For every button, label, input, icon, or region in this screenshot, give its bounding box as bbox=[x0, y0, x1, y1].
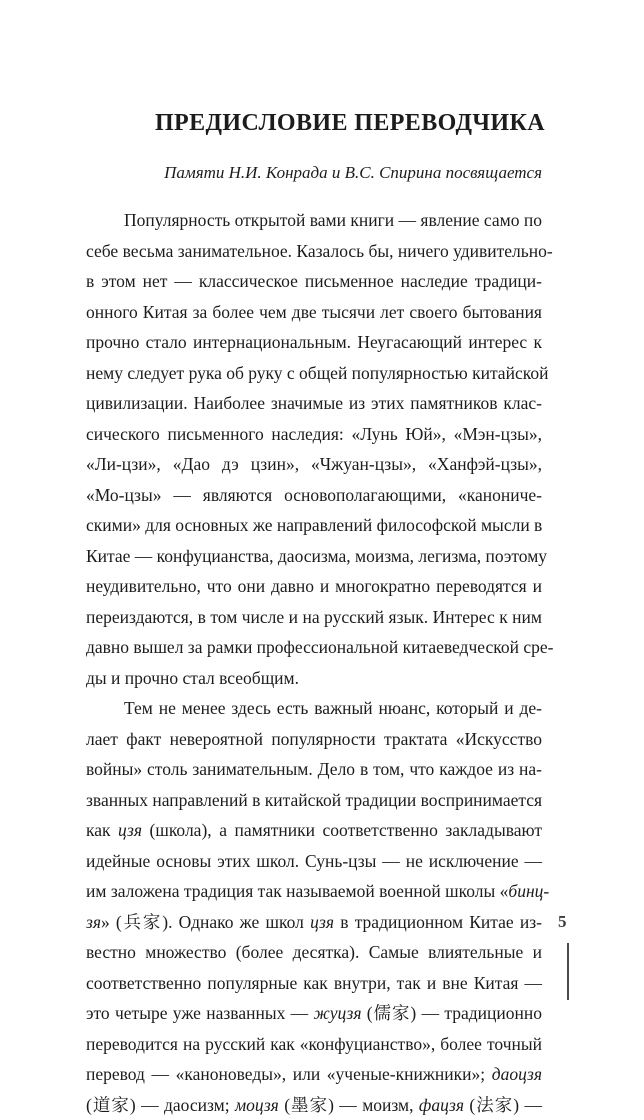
text-line: давно вышел за рамки профессиональной китаеведческой сре- bbox=[86, 632, 542, 663]
page-number: 5 bbox=[558, 912, 567, 932]
text-line: неудивительно, что они давно и многократно переводятся и bbox=[86, 571, 542, 602]
text-line: «Мо-цзы» — являются основополагающими, «канониче- bbox=[86, 480, 542, 511]
text-line: соответственно популярные как внутри, так и вне Китая — bbox=[86, 968, 542, 999]
text-line: в этом нет — классическое письменное наследие традици- bbox=[86, 266, 542, 297]
text-line: перевод — «каноноведы», или «ученые-книжники»; даоцзя bbox=[86, 1059, 542, 1090]
text-line: зя» (兵家). Однако же школ цзя в традиционном Китае из- bbox=[86, 907, 542, 938]
text-line: онного Китая за более чем две тысячи лет своего бытования bbox=[86, 297, 542, 328]
margin-rule bbox=[567, 943, 569, 1000]
text-line: прочно стало интернациональным. Неугасающий интерес к bbox=[86, 327, 542, 358]
text-line: это четыре уже названных — жуцзя (儒家) — традиционно bbox=[86, 998, 542, 1029]
page-title: ПРЕДИСЛОВИЕ ПЕРЕВОДЧИКА bbox=[150, 108, 550, 138]
text-line: лает факт невероятной популярности трактата «Искусство bbox=[86, 724, 542, 755]
text-line: сического письменного наследия: «Лунь Юй», «Мэн-цзы», bbox=[86, 419, 542, 450]
body-text bbox=[86, 205, 542, 1120]
text-line: вестно множество (более десятка). Самые влиятельные и bbox=[86, 937, 542, 968]
text-line: себе весьма занимательное. Казалось бы, ничего удивительно- bbox=[86, 236, 542, 267]
text-line: цивилизации. Наиболее значимые из этих памятников клас- bbox=[86, 388, 542, 419]
text-line: «Ли-цзи», «Дао дэ цзин», «Чжуан-цзы», «Ханфэй-цзы», bbox=[86, 449, 542, 480]
text-line: идейные основы этих школ. Сунь-цзы — не исключение — bbox=[86, 846, 542, 877]
text-line: переиздаются, в том числе и на русский язык. Интерес к ним bbox=[86, 602, 542, 633]
text-line: им заложена традиция так называемой военной школы «бинц- bbox=[86, 876, 542, 907]
text-line: войны» столь занимательным. Дело в том, что каждое из на- bbox=[86, 754, 542, 785]
text-line: нему следует рука об руку с общей популярностью китайской bbox=[86, 358, 542, 389]
text-line: званных направлений в китайской традиции воспринимается bbox=[86, 785, 542, 816]
text-line: Тем не менее здесь есть важный нюанс, который и де- bbox=[86, 693, 542, 724]
text-line: как цзя (школа), а памятники соответственно закладывают bbox=[86, 815, 542, 846]
text-line: (道家) — даосизм; моцзя (墨家) — моизм, фацзя (法家) — bbox=[86, 1090, 542, 1120]
dedication: Памяти Н.И. Конрада и В.С. Спирина посвящается bbox=[164, 162, 542, 184]
text-line: скими» для основных же направлений философской мысли в bbox=[86, 510, 542, 541]
text-line: Популярность открытой вами книги — явление само по bbox=[86, 205, 542, 236]
text-line: Китае — конфуцианства, даосизма, моизма, легизма, поэтому bbox=[86, 541, 542, 572]
text-line: ды и прочно стал всеобщим. bbox=[86, 663, 542, 694]
text-line: переводится на русский как «конфуцианство», более точный bbox=[86, 1029, 542, 1060]
